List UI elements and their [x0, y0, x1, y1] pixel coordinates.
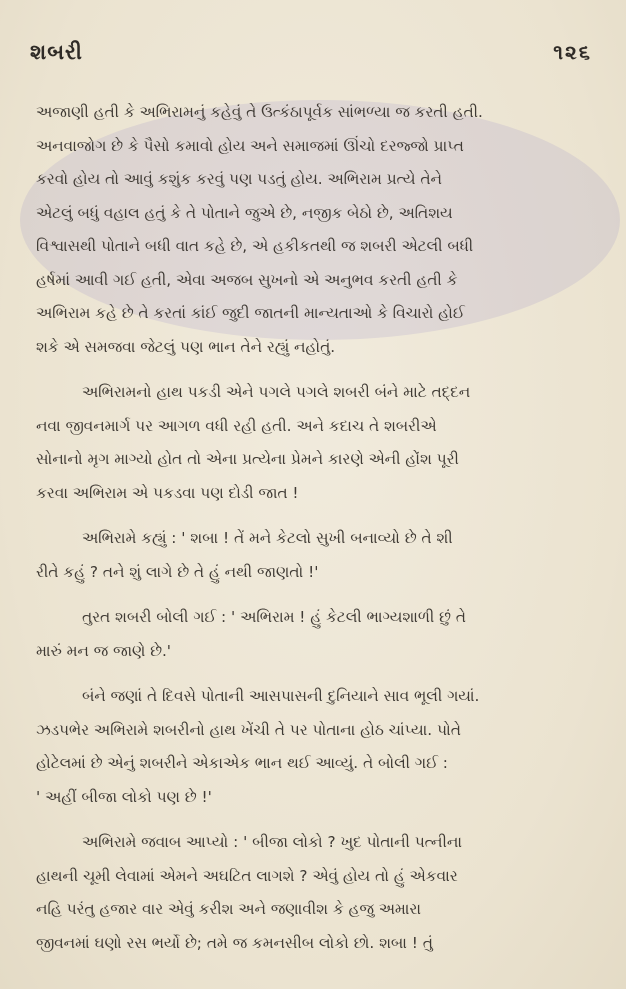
text-line: અભિરામનો હાથ પકડી એને પગલે પગલે શબરી બંને માટે તદ્દન — [82, 383, 471, 401]
text-line: અનવાજોગ છે કે પૈસો કમાવો હોય અને સમાજમાં ઊંચો દરજ્જો પ્રાપ્ત — [36, 136, 464, 155]
running-title: શબરી — [30, 40, 83, 64]
text-line: તુરત શબરી બોલી ગઈ : ' અભિરામ ! હું કેટલી ભાગ્યશાળી છું તે — [82, 608, 466, 626]
text-line: અભિરામ કહે છે તે કરતાં કાંઈ જુદી જાતની માન્યતાઓ કે વિચારો હોઈ — [36, 304, 465, 322]
paragraph — [36, 376, 590, 510]
text-line: કરવો હોય તો આવું કશુંક કરવું પણ પડતું હોય. અભિરામ પ્રત્યે તેને — [36, 170, 442, 188]
text-line: બંને જણાં તે દિવસે પોતાની આસપાસની દુનિયાને સાવ ભૂલી ગયાં. — [82, 687, 480, 705]
text-line: સોનાનો મૃગ માગ્યો હોત તો એના પ્રત્યેના પ્રેમને કારણે એની હોંશ પૂરી — [36, 450, 459, 468]
body-text — [36, 96, 590, 960]
paragraph — [36, 522, 590, 589]
text-line: અજાણી હતી કે અભિરામનું કહેવું તે ઉત્કંઠાપૂર્વક સાંભળ્યા જ કરતી હતી. — [36, 103, 483, 121]
text-line: ઝડપભેર અભિરામે શબરીનો હાથ ખેંચી તે પર પોતાના હોઠ ચાંપ્યા. પોતે — [36, 720, 461, 739]
text-line: વિશ્વાસથી પોતાને બધી વાત કહે છે, એ હકીકતથી જ શબરી એટલી બધી — [36, 237, 474, 255]
text-line: અભિરામે કહ્યું : ' શબા ! તેં મને કેટલો સુખી બનાવ્યો છે તે શી — [82, 529, 453, 547]
text-line: હોટેલમાં છે એનું શબરીને એકાએક ભાન થઈ આવ્યું. તે બોલી ગઈ : — [36, 754, 448, 772]
page-number: ૧૨૬ — [553, 40, 592, 64]
text-line: હાથની ચૂમી લેવામાં એમને અઘટિત લાગશે ? એવું હોય તો હું એકવાર — [36, 866, 458, 885]
text-line: એટલું બધું વહાલ હતું કે તે પોતાને જુએ છે, નજીક બેઠો છે, અતિશય — [36, 203, 453, 222]
text-line: મારું મન જ જાણે છે.' — [36, 641, 172, 660]
text-line: અભિરામે જવાબ આપ્યો : ' બીજા લોકો ? ખુદ પોતાની પત્નીના — [82, 833, 462, 851]
text-line: કરવા અભિરામ એ પકડવા પણ દોડી જાત ! — [36, 483, 299, 502]
page-header — [30, 40, 592, 65]
text-line: રીતે કહું ? તને શું લાગે છે તે હું નથી જાણતો !' — [36, 562, 319, 581]
paragraph — [36, 680, 590, 814]
text-line: ' અહીં બીજા લોકો પણ છે !' — [36, 787, 212, 806]
text-line: નવા જીવનમાર્ગ પર આગળ વધી રહી હતી. અને કદાચ તે શબરીએ — [36, 416, 437, 435]
text-line: શકે એ સમજવા જેટલું પણ ભાન તેને રહ્યું નહોતું. — [36, 337, 336, 356]
paragraph — [36, 601, 590, 668]
text-line: જીવનમાં ઘણો રસ ભર્યો છે; તમે જ કમનસીબ લોકો છો. શબા ! તું — [36, 933, 433, 952]
text-line: નહિ પરંતુ હજાર વાર એવું કરીશ અને જણાવીશ કે હજુ અમારા — [36, 900, 422, 918]
paragraph — [36, 96, 590, 364]
text-line: હર્ષમાં આવી ગઈ હતી, એવા અજબ સુખનો એ અનુભવ કરતી હતી કે — [36, 270, 458, 289]
paragraph — [36, 826, 590, 960]
